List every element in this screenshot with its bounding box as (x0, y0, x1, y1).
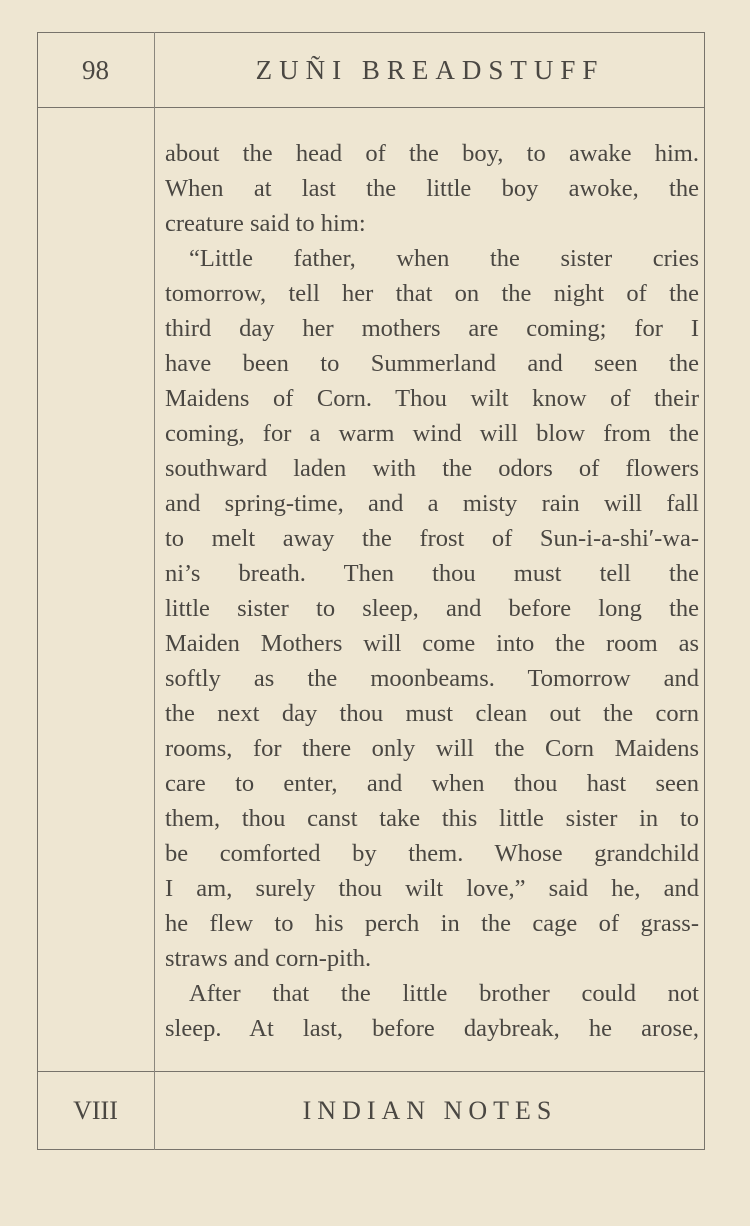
text-line: to melt away the frost of Sun-i-a-shi′-wa- (165, 525, 699, 552)
text-line: have been to Summerland and seen the (165, 350, 699, 377)
running-title: ZUÑI BREADSTUFF (255, 54, 605, 85)
text-line: about the head of the boy, to awake him. (165, 140, 699, 167)
text-line: I am, surely thou wilt love,” said he, and (165, 875, 699, 902)
text-line: sleep. At last, before daybreak, he arose, (165, 1015, 699, 1042)
text-line: third day her mothers are coming; for I (165, 315, 699, 342)
text-line: the next day thou must clean out the corn (165, 700, 699, 727)
text-line: When at last the little boy awoke, the (165, 175, 699, 202)
text-line: “Little father, when the sister cries (189, 245, 699, 272)
text-line: he flew to his perch in the cage of grass- (165, 910, 699, 937)
body-text (165, 136, 699, 1046)
text-line: little sister to sleep, and before long the (165, 595, 699, 622)
text-line: creature said to him: (165, 210, 366, 237)
text-line: Maidens of Corn. Thou wilt know of their (165, 385, 699, 412)
text-line: coming, for a warm wind will blow from the (165, 420, 699, 447)
page-number: 98 (82, 54, 109, 85)
text-line: Maiden Mothers will come into the room as (165, 630, 699, 657)
text-line: tomorrow, tell her that on the night of the (165, 280, 699, 307)
text-line: care to enter, and when thou hast seen (165, 770, 699, 797)
text-line: and spring-time, and a misty rain will fall (165, 490, 699, 517)
text-line: After that the little brother could not (189, 980, 699, 1007)
text-line: ni’s breath. Then thou must tell the (165, 560, 699, 587)
series-title: INDIAN NOTES (302, 1096, 558, 1125)
text-line: straws and corn-pith. (165, 945, 372, 972)
text-line: be comforted by them. Whose grandchild (165, 840, 699, 867)
text-line: southward laden with the odors of flowers (165, 455, 699, 482)
text-line: rooms, for there only will the Corn Maidens (165, 735, 699, 762)
signature-mark: VIII (73, 1096, 118, 1125)
text-line: softly as the moonbeams. Tomorrow and (165, 665, 699, 692)
margin-column-divider (154, 32, 155, 1150)
text-line: them, thou canst take this little sister in to (165, 805, 699, 832)
